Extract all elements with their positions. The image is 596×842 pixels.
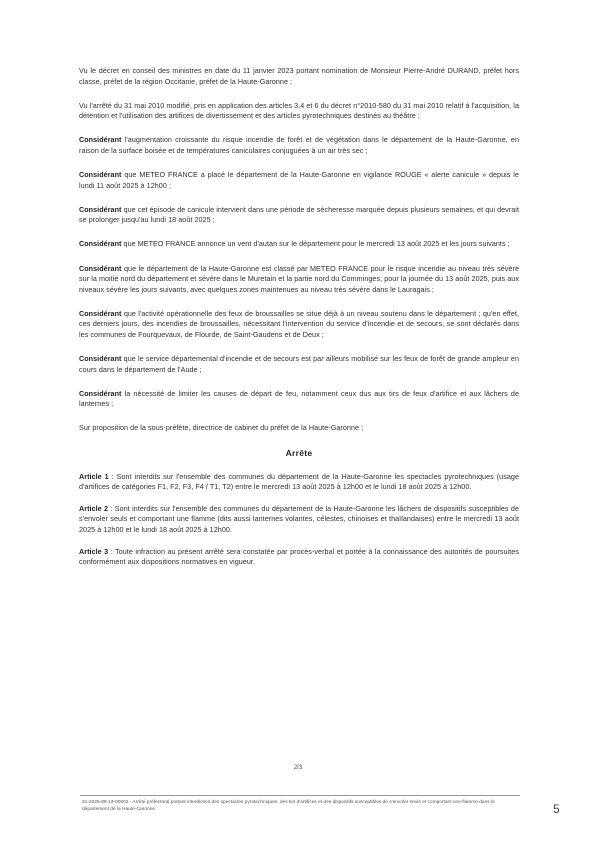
footer-reference: 31-2025-08-13-00002 - Arrêté préfectoral portant interdiction des spectacles pyrotechniques, des tirs d'artifices et des dispositifs susceptibles de s'envoler seuls et comportant une flamme dans le département de la Haute-Garonne: [82, 800, 495, 812]
paragraph-considerant-risque: Considérant l'augmentation croissante du risque incendie de forêt et de végétation dans le département de la Haute-Garonne, en raison de la surface boisée et de températures caniculaires conjuguées à un air très sec ;: [79, 135, 519, 155]
paragraph-considerant-secheresse: Considérant que cet épisode de canicule intervient dans une période de sécheresse marquée depuis plusieurs semaines, et qui devrait se prolonger jusqu'au lundi 18 août 2025 ;: [79, 204, 519, 225]
article-3: Article 3 : Toute infraction au présent arrêté sera constatée par procès-verbal et portée à la connaissance des autorités de poursuites conformément aux dispositions normatives en vigueur.: [79, 546, 519, 567]
corner-page-number: 5: [553, 802, 560, 816]
paragraph-considerant-vent: Considérant que METEO FRANCE annonce un vent d'autan sur le département pour le mercredi 13 août 2025 et les jours suivants ;: [79, 239, 510, 249]
paragraph-vu-arrete: Vu l'arrêté du 31 mai 2010 modifié, pris en application des articles 3,4 et 6 du décret n°2010-580 du 31 mai 2010 relatif à l'acquisition, la détention et l'utilisation des artifices de divertissement et des articles pyrotechniques destinés au théâtre ;: [79, 100, 519, 121]
paragraph-considerant-vigilance: Considérant que METEO FRANCE a placé le département de la Haute-Garonne en vigilance ROUGE « alerte canicule » depuis le lundi 11 août 2025 à 12h00 ;: [79, 170, 519, 190]
footer-divider: [80, 795, 520, 796]
document-body: [79, 66, 519, 579]
paragraph-considerant-sdis: Considérant que le service départemental d'incendie et de secours est par ailleurs mobilisé sur les feux de forêt de grande ampleur en cours dans le département de l'Aude ;: [79, 354, 519, 374]
paragraph-vu-decret: Vu le décret en conseil des ministres en date du 11 janvier 2023 portant nomination de Monsieur Pierre-André DURAND, préfet hors classe, préfet de la région Occitanie, préfet de la Haute-Garonne ;: [79, 66, 519, 86]
section-heading: Arrête: [285, 447, 313, 458]
page-number: 2/3: [293, 765, 303, 771]
article-1: Article 1 : Sont interdits sur l'ensemble des communes du département de la Haute-Garonne les spectacles pyrotechniques (usage d'artifices de catégories F1, F2, F3, F4 / T1, T2) entre le mercredi 13 août 2025 à 12h00 et le lundi 18 août 2025 à 12h00.: [79, 471, 519, 492]
paragraph-considerant-classement: Considérant que le département de la Haute-Garonne est classé par METEO FRANCE pour le risque incendie au niveau très sévère sur la moitié nord du département et sévère dans le Muretain et la partie nord du Comminges, pour la journée du 13 août 2025, puis aux niveaux sévère les jours suivants, avec quelques zones maintenues au niveau très sévère dans le Lauragais ;: [79, 263, 519, 294]
paragraph-considerant-necessite: Considérant la nécessité de limiter les causes de départ de feu, notamment ceux dus aux tirs de feux d'artifice et aux lâchers de lanternes ;: [79, 388, 519, 409]
paragraph-considerant-activite: Considérant que l'activité opérationnelle des feux de broussailles se situe déjà à un niveau soutenu dans le département ; qu'en effet, ces derniers jours, des incendies de broussailles, nécessitant l'intervention du service d'incendie et de secours, se sont déclarés dans les communes de Fourquevaux, de Flourde, de Saint-Gaudens et de Deux ;: [79, 308, 519, 339]
paragraph-sur-proposition: Sur proposition de la sous-préfète, directrice de cabinet du préfet de la Haute-Garonne ;: [79, 423, 364, 433]
article-2: Article 2 : Sont interdits sur l'ensemble des communes du département de la Haute-Garonne les lâchers de dispositifs susceptibles de s'envoler seuls et comportant une flamme (dits aussi lanternes volantes, célestes, chinoises et thaïlandaises) entre le mercredi 13 août 2025 à 12h00 et le lundi 18 août 2025 à 12h00.: [79, 503, 519, 534]
